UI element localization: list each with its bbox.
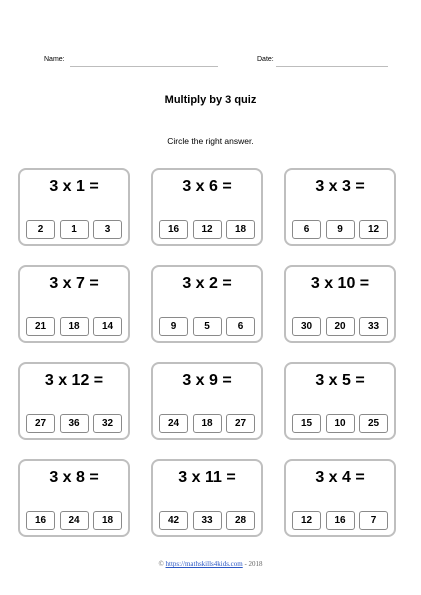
answer-option[interactable]: 3	[93, 220, 122, 239]
question: 3 x 7 =	[49, 275, 99, 292]
answer-option[interactable]: 15	[292, 414, 321, 433]
answer-option[interactable]: 25	[359, 414, 388, 433]
quiz-card	[151, 265, 263, 343]
answer-option[interactable]: 24	[159, 414, 188, 433]
instruction: Circle the right answer.	[167, 136, 254, 146]
answer-row	[26, 220, 122, 239]
answer-row	[26, 317, 122, 336]
answer-option[interactable]: 27	[26, 414, 55, 433]
name-line[interactable]	[70, 66, 218, 67]
answer-option[interactable]: 30	[292, 317, 321, 336]
answer-option[interactable]: 24	[60, 511, 89, 530]
answer-row	[159, 414, 255, 433]
answer-option[interactable]: 28	[226, 511, 255, 530]
answer-row	[159, 220, 255, 239]
quiz-card	[151, 459, 263, 537]
answer-option[interactable]: 20	[326, 317, 355, 336]
question: 3 x 5 =	[315, 372, 365, 389]
answer-row	[26, 511, 122, 530]
answer-option[interactable]: 14	[93, 317, 122, 336]
answer-option[interactable]: 12	[359, 220, 388, 239]
answer-option[interactable]: 1	[60, 220, 89, 239]
quiz-card	[151, 168, 263, 246]
quiz-card	[284, 168, 396, 246]
answer-option[interactable]: 27	[226, 414, 255, 433]
question: 3 x 12 =	[44, 372, 104, 389]
answer-option[interactable]: 9	[159, 317, 188, 336]
question: 3 x 9 =	[182, 372, 232, 389]
answer-row	[292, 414, 388, 433]
page-title: Multiply by 3 quiz	[164, 94, 257, 106]
quiz-card	[18, 168, 130, 246]
answer-option[interactable]: 6	[292, 220, 321, 239]
footer	[0, 560, 421, 568]
answer-option[interactable]: 7	[359, 511, 388, 530]
question: 3 x 11 =	[178, 469, 236, 486]
question: 3 x 8 =	[49, 469, 99, 486]
quiz-card	[18, 459, 130, 537]
answer-option[interactable]: 16	[159, 220, 188, 239]
answer-option[interactable]: 12	[292, 511, 321, 530]
answer-row	[292, 317, 388, 336]
quiz-card	[284, 362, 396, 440]
answer-row	[292, 511, 388, 530]
answer-option[interactable]: 32	[93, 414, 122, 433]
answer-option[interactable]: 18	[193, 414, 222, 433]
answer-row	[26, 414, 122, 433]
answer-option[interactable]: 2	[26, 220, 55, 239]
date-label: Date:	[257, 56, 274, 63]
answer-option[interactable]: 16	[326, 511, 355, 530]
copyright-symbol: ©	[158, 560, 164, 568]
answer-row	[159, 511, 255, 530]
answer-option[interactable]: 33	[359, 317, 388, 336]
answer-row	[159, 317, 255, 336]
answer-option[interactable]: 12	[193, 220, 222, 239]
answer-option[interactable]: 42	[159, 511, 188, 530]
question: 3 x 2 =	[182, 275, 232, 292]
answer-option[interactable]: 18	[93, 511, 122, 530]
name-label: Name:	[44, 56, 65, 63]
answer-option[interactable]: 9	[326, 220, 355, 239]
quiz-card	[151, 362, 263, 440]
answer-option[interactable]: 6	[226, 317, 255, 336]
footer-year: - 2018	[242, 560, 263, 568]
answer-option[interactable]: 33	[193, 511, 222, 530]
answer-option[interactable]: 5	[193, 317, 222, 336]
answer-row	[292, 220, 388, 239]
answer-option[interactable]: 10	[326, 414, 355, 433]
question: 3 x 1 =	[49, 178, 99, 195]
answer-option[interactable]: 18	[226, 220, 255, 239]
footer-link[interactable]: https://mathskills4kids.com	[165, 560, 243, 568]
question: 3 x 3 =	[315, 178, 365, 195]
quiz-card	[18, 362, 130, 440]
quiz-card	[284, 265, 396, 343]
date-line[interactable]	[276, 66, 388, 67]
answer-option[interactable]: 18	[60, 317, 89, 336]
answer-option[interactable]: 16	[26, 511, 55, 530]
answer-option[interactable]: 36	[60, 414, 89, 433]
answer-option[interactable]: 21	[26, 317, 55, 336]
quiz-grid	[18, 168, 398, 540]
question: 3 x 6 =	[182, 178, 232, 195]
quiz-card	[284, 459, 396, 537]
quiz-card	[18, 265, 130, 343]
question: 3 x 4 =	[315, 469, 365, 486]
question: 3 x 10 =	[310, 275, 370, 292]
